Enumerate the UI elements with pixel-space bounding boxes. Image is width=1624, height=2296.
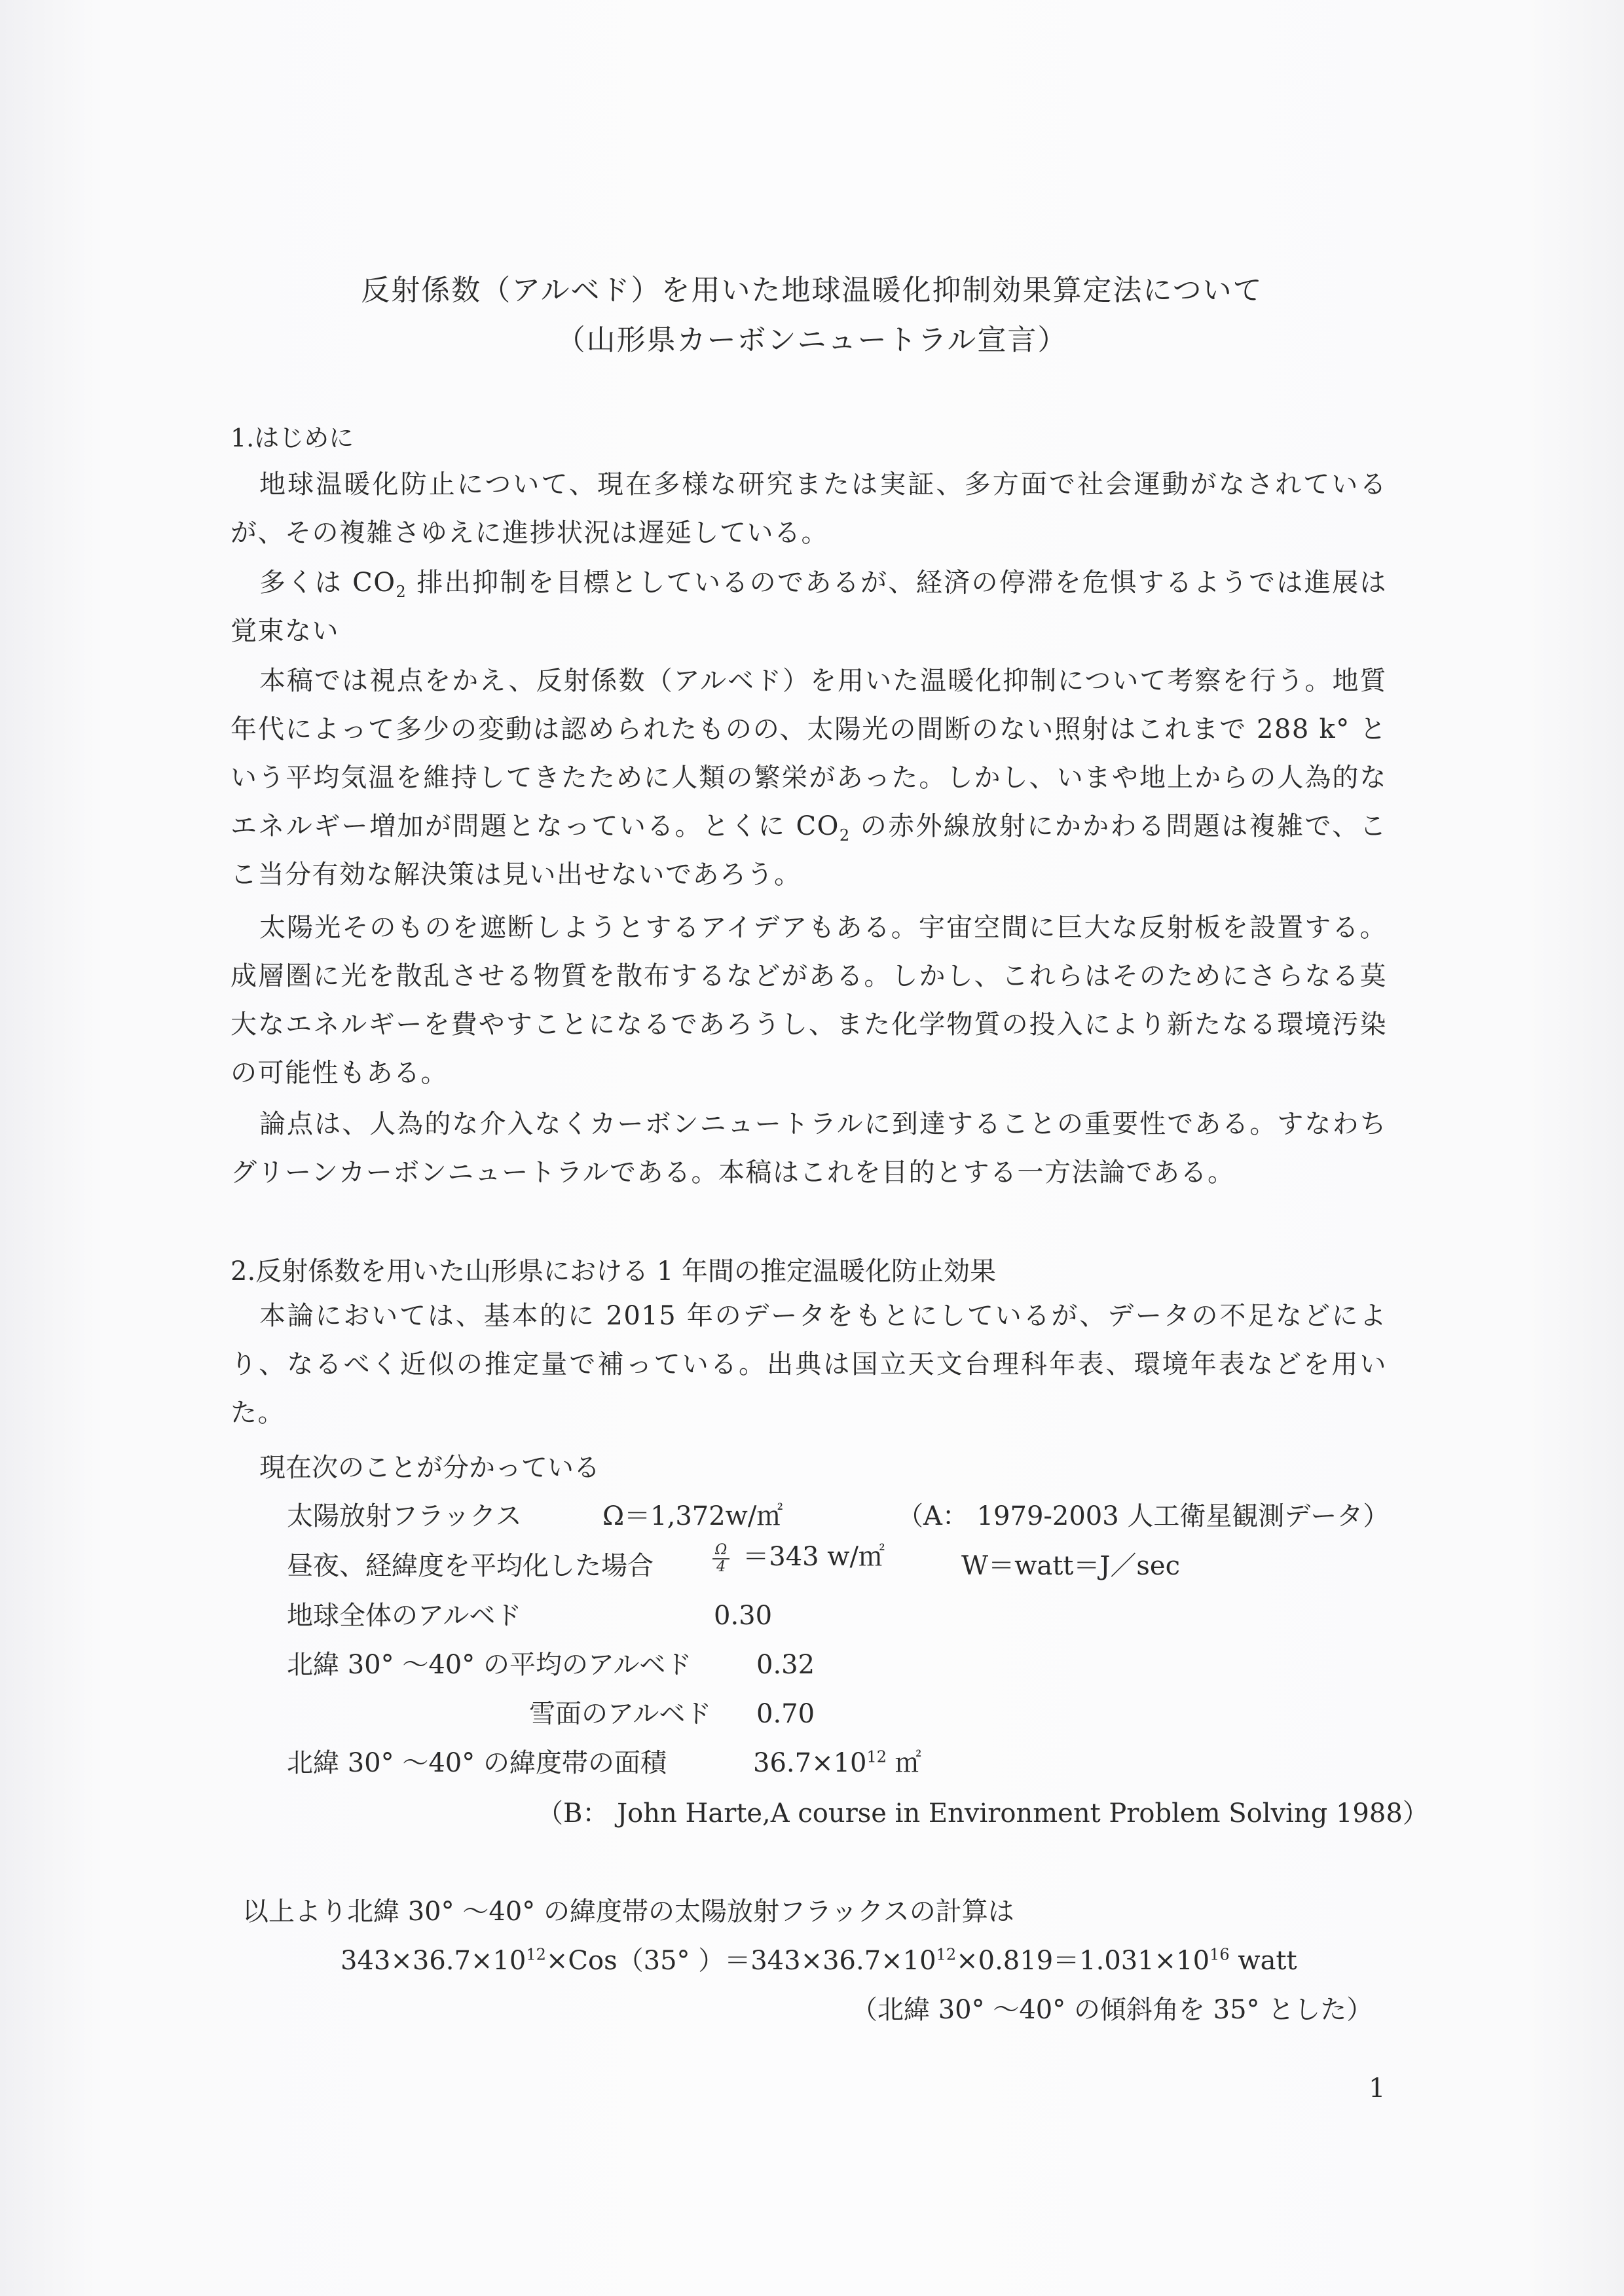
exponent: 12 bbox=[936, 1945, 957, 1964]
exponent: 16 bbox=[1209, 1945, 1230, 1964]
averaged-flux-formula bbox=[707, 1542, 885, 1575]
latitude-albedo-value: 0.32 bbox=[756, 1650, 815, 1680]
document-title: 反射係数（アルベド）を用いた地球温暖化抑制効果算定法について bbox=[361, 274, 1263, 307]
formula-part: ×0.819＝1.031×10 bbox=[956, 1946, 1210, 1976]
paragraph-text: 多くは CO bbox=[259, 568, 396, 598]
section-1-paragraph-2 bbox=[231, 558, 1387, 655]
subscript: 2 bbox=[839, 826, 851, 845]
solar-flux-label: 太陽放射フラックス bbox=[287, 1501, 522, 1531]
section-2-paragraph-1: 本論においては、基本的に 2015 年のデータをもとにしているが、データの不足などにより、なるべく近似の推定量で補っている。出典は国立天文台理科年表、環境年表などを用いた。 bbox=[231, 1301, 1387, 1428]
formula-part: ×Cos（35° ）＝343×36.7×10 bbox=[545, 1946, 936, 1976]
known-facts-intro: 現在次のことが分かっている bbox=[259, 1453, 600, 1483]
source-b-citation: （B： John Harte,A course in Environment Problem Solving 1988） bbox=[537, 1798, 1429, 1829]
paragraph-text: 本稿では視点をかえ、反射係数（アルベド）を用いた温暖化抑制について考察を行う。地質年代によって多少の変動は認められたものの、太陽光の間断のない照射はこれまで 288 k° という平均気温を維持してきたために人類の繁栄があった。しかし、いまや地上からの人為的なエネルギー増加が問題となっている。とくに CO bbox=[231, 666, 1387, 841]
averaged-flux-label: 昼夜、経緯度を平均化した場合 bbox=[287, 1551, 654, 1581]
section-1-paragraph-5: 論点は、人為的な介入なくカーボンニュートラルに到達することの重要性である。すなわちグリーンカーボンニュートラルである。本稿はこれを目的とする一方法論である。 bbox=[231, 1109, 1387, 1188]
exponent: 12 bbox=[526, 1945, 546, 1964]
averaged-flux-value: ＝343 w/㎡ bbox=[743, 1542, 885, 1572]
fraction-denominator: 4 bbox=[716, 1559, 726, 1575]
subscript: 2 bbox=[396, 583, 407, 601]
section-1-paragraph-1: 地球温暖化防止について、現在多様な研究または実証、多方面で社会運動がなされているが、その複雑さゆえに進捗状況は遅延している。 bbox=[231, 469, 1387, 548]
watt-unit-definition: W＝watt＝J／sec bbox=[961, 1551, 1180, 1581]
snow-albedo-value: 0.70 bbox=[756, 1699, 815, 1729]
formula-part: watt bbox=[1229, 1946, 1297, 1976]
section-2-heading: 2.反射係数を用いた山形県における 1 年間の推定温暖化防止効果 bbox=[231, 1256, 997, 1286]
section-1-paragraph-4: 太陽光そのものを遮断しようとするアイデアもある。宇宙空間に巨大な反射板を設置する。成層圏に光を散乱させる物質を散布するなどがある。しかし、これらはそのためにさらなる莫大なエネルギーを費やすことになるであろうし、また化学物質の投入により新たなる環境汚染の可能性もある。 bbox=[231, 913, 1387, 1088]
solar-flux-source: （A： 1979-2003 人工衛星観測データ） bbox=[897, 1501, 1390, 1531]
fraction-numerator: Ω bbox=[712, 1542, 729, 1559]
omega-over-4-fraction bbox=[712, 1542, 729, 1575]
section-1-heading: 1.はじめに bbox=[231, 424, 354, 452]
earth-albedo-label: 地球全体のアルベド bbox=[287, 1601, 522, 1631]
exponent: 12 bbox=[866, 1747, 887, 1766]
paragraph-text: の赤外線放射にかかわる問題は複雑で、ここ当分有効な解決策は見い出せないであろう。 bbox=[231, 811, 1387, 890]
area-unit: ㎡ bbox=[887, 1748, 921, 1778]
latitude-area-value bbox=[753, 1747, 921, 1778]
earth-albedo-value: 0.30 bbox=[714, 1601, 773, 1631]
page-number: 1 bbox=[1369, 2073, 1386, 2104]
latitude-albedo-label: 北緯 30° ～40° の平均のアルベド bbox=[287, 1650, 692, 1680]
formula-part: 343×36.7×10 bbox=[341, 1946, 526, 1976]
section-1-paragraph-3 bbox=[231, 657, 1387, 899]
snow-albedo-label: 雪面のアルベド bbox=[529, 1699, 712, 1729]
calculation-note: （北緯 30° ～40° の傾斜角を 35° とした） bbox=[851, 1995, 1373, 2025]
calculation-formula bbox=[341, 1945, 1297, 1976]
latitude-area-label: 北緯 30° ～40° の緯度帯の面積 bbox=[287, 1748, 667, 1778]
solar-flux-value: Ω＝1,372w/㎡ bbox=[602, 1501, 783, 1531]
area-mantissa: 36.7×10 bbox=[753, 1748, 867, 1778]
document-subtitle: （山形県カーボンニュートラル宣言） bbox=[556, 323, 1068, 357]
paragraph-text: 排出抑制を目標としているのであるが、経済の停滞を危惧するようでは進展は覚束ない bbox=[231, 568, 1387, 646]
calculation-intro: 以上より北緯 30° ～40° の緯度帯の太陽放射フラックスの計算は bbox=[242, 1897, 1014, 1927]
